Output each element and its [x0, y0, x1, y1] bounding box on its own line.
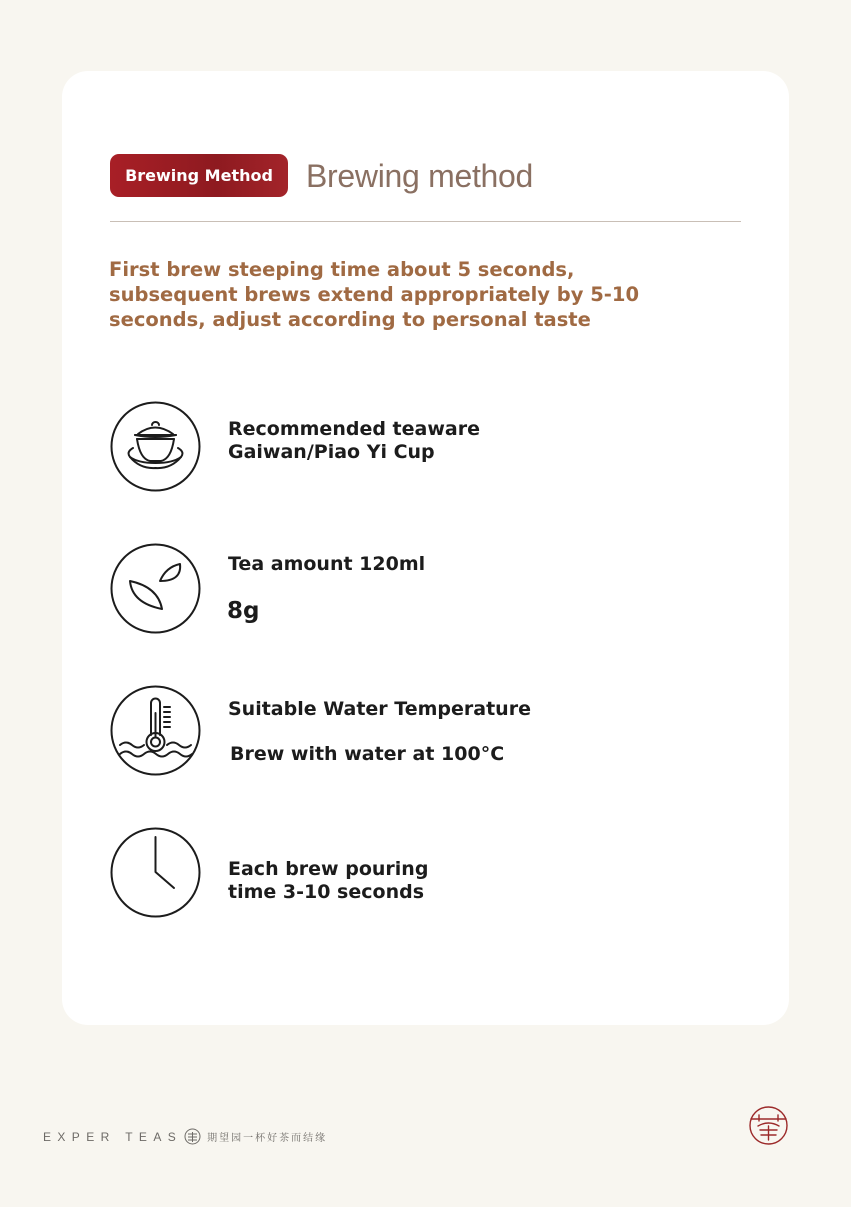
divider	[110, 221, 741, 222]
tea-leaves-icon	[110, 543, 201, 634]
gaiwan-icon	[110, 401, 201, 492]
page-title: Brewing method	[306, 158, 534, 194]
water-temperature-value: Brew with water at 100°C	[230, 743, 505, 765]
water-temperature-label: Suitable Water Temperature	[228, 698, 531, 720]
thermometer-icon	[110, 685, 201, 776]
footer-brand	[43, 1128, 327, 1145]
teaware-label: Recommended teaware	[228, 418, 480, 440]
seal-logo-icon	[749, 1106, 788, 1145]
pouring-time-label: Each brew pouring	[228, 858, 429, 880]
tea-amount-value: 8g	[227, 598, 260, 624]
brand-name: EXPER TEAS	[43, 1129, 183, 1144]
clock-icon	[110, 827, 201, 918]
section-badge: Brewing Method	[110, 154, 288, 197]
teaware-value: Gaiwan/Piao Yi Cup	[228, 441, 435, 463]
intro-text: First brew steeping time about 5 seconds, subsequent brews extend appropriately by 5-10 seconds, adjust according to personal taste	[109, 258, 640, 331]
tea-amount-label: Tea amount 120ml	[228, 553, 426, 575]
brand-mark-icon	[184, 1128, 201, 1145]
brand-tagline: 期望园一杯好茶而结缘	[207, 1133, 328, 1144]
pouring-time-value: time 3-10 seconds	[228, 881, 425, 903]
